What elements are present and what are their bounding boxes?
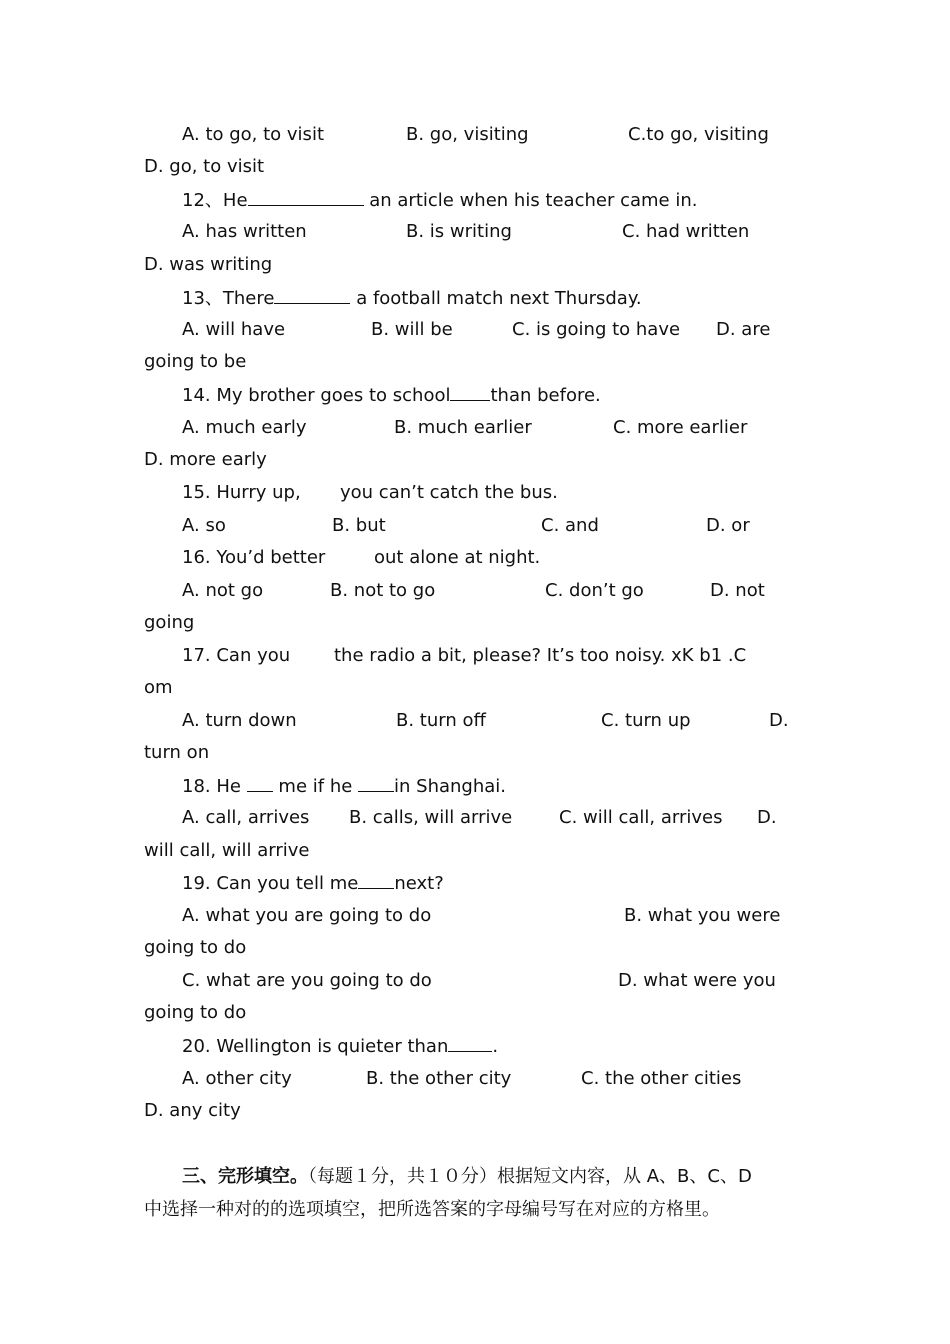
q16-stem-end: out alone at night. <box>374 547 541 568</box>
q19-option-b: B. what you were <box>624 905 781 926</box>
q12-stem-end: an article when his teacher came in. <box>363 190 698 211</box>
q14-blank <box>450 384 490 401</box>
q18-option-a: A. call, arrives <box>182 807 310 828</box>
q14-option-b: B. much earlier <box>394 417 532 438</box>
q19-option-c: C. what are you going to do <box>182 970 432 991</box>
q13-stem-start: 13、There <box>182 288 275 309</box>
q18-option-b: B. calls, will arrive <box>349 807 513 828</box>
q13-option-b: B. will be <box>371 319 453 340</box>
q11-option-c: C.to go, visiting <box>628 124 769 145</box>
q14-option-c: C. more earlier <box>613 417 748 438</box>
q15-option-a: A. so <box>182 515 226 536</box>
q19-blank <box>358 872 394 889</box>
q19-stem-start: 19. Can you tell me <box>182 873 359 894</box>
q19-option-d: D. what were you <box>618 970 776 991</box>
q20-blank <box>448 1035 492 1052</box>
q18-stem-start: 18. He <box>182 776 241 797</box>
q17-option-c: C. turn up <box>601 710 691 731</box>
q12-stem-start: 12、He <box>182 190 248 211</box>
q17-option-a: A. turn down <box>182 710 297 731</box>
q13-stem-end: a football match next Thursday. <box>350 288 642 309</box>
q12-blank <box>248 189 364 206</box>
q15-stem-start: 15. Hurry up, <box>182 482 301 503</box>
q19-option-d-continued: going to do <box>144 1002 247 1023</box>
q18-blank-1 <box>247 775 273 792</box>
q16-option-d-continued: going <box>144 612 195 633</box>
q17-stem-wrap: om <box>144 677 173 698</box>
section3-intro <box>182 1166 752 1188</box>
q13-option-d: D. are <box>716 319 771 340</box>
q20-option-c: C. the other cities <box>581 1068 742 1089</box>
q11-option-d: D. go, to visit <box>144 156 265 177</box>
q12-option-b: B. is writing <box>406 221 512 242</box>
q17-option-d-continued: turn on <box>144 742 210 763</box>
q15-option-d: D. or <box>706 515 750 536</box>
q13-option-d-continued: going to be <box>144 351 247 372</box>
q20-stem-end: . <box>492 1036 499 1057</box>
q17-stem-start: 17. Can you <box>182 645 291 666</box>
q13-stem <box>182 287 642 310</box>
q16-option-d: D. not <box>710 580 765 601</box>
q15-option-c: C. and <box>541 515 599 536</box>
q14-option-d: D. more early <box>144 449 267 470</box>
q12-option-d: D. was writing <box>144 254 273 275</box>
q17-option-d: D. <box>769 710 789 731</box>
q13-option-a: A. will have <box>182 319 286 340</box>
q11-option-a: A. to go, to visit <box>182 124 324 145</box>
q18-option-d: D. <box>757 807 777 828</box>
q20-option-d: D. any city <box>144 1100 241 1121</box>
q20-option-a: A. other city <box>182 1068 292 1089</box>
section3-instruction-line1: （每题１分，共１０分）根据短文内容，从 A、B、C、D <box>308 1166 752 1187</box>
q12-option-c: C. had written <box>622 221 750 242</box>
q17-stem-end: the radio a bit, please? It’s too noisy. xK b1 .C <box>334 645 747 666</box>
q11-option-b: B. go, visiting <box>406 124 529 145</box>
q20-option-b: B. the other city <box>366 1068 512 1089</box>
q14-stem <box>182 384 601 407</box>
q12-option-a: A. has written <box>182 221 307 242</box>
q19-stem <box>182 872 444 895</box>
q14-stem-start: 14. My brother goes to school <box>182 385 451 406</box>
q18-stem-end: in Shanghai. <box>394 776 507 797</box>
q16-option-c: C. don’t go <box>545 580 644 601</box>
q20-stem-start: 20. Wellington is quieter than <box>182 1036 449 1057</box>
q15-option-b: B. but <box>332 515 386 536</box>
q19-option-b-continued: going to do <box>144 937 247 958</box>
q18-option-c: C. will call, arrives <box>559 807 723 828</box>
q19-option-a: A. what you are going to do <box>182 905 432 926</box>
q18-blank-2 <box>358 775 394 792</box>
q20-stem <box>182 1035 498 1058</box>
q18-stem <box>182 775 506 798</box>
q18-option-d-continued: will call, will arrive <box>144 840 310 861</box>
q16-option-b: B. not to go <box>330 580 436 601</box>
q14-stem-end: than before. <box>490 385 601 406</box>
q18-stem-middle: me if he <box>272 776 359 797</box>
q17-option-b: B. turn off <box>396 710 486 731</box>
q16-option-a: A. not go <box>182 580 264 601</box>
section3-instruction-line2: 中选择一种对的的选项填空，把所选答案的字母编号写在对应的方格里。 <box>144 1199 720 1220</box>
q14-option-a: A. much early <box>182 417 307 438</box>
q12-stem <box>182 189 697 212</box>
section3-heading: 三、完形填空。 <box>182 1166 308 1187</box>
q13-blank <box>274 287 350 304</box>
q19-stem-end: next? <box>394 873 444 894</box>
q16-stem-start: 16. You’d better <box>182 547 326 568</box>
q15-stem-end: you can’t catch the bus. <box>340 482 558 503</box>
q13-option-c: C. is going to have <box>512 319 681 340</box>
